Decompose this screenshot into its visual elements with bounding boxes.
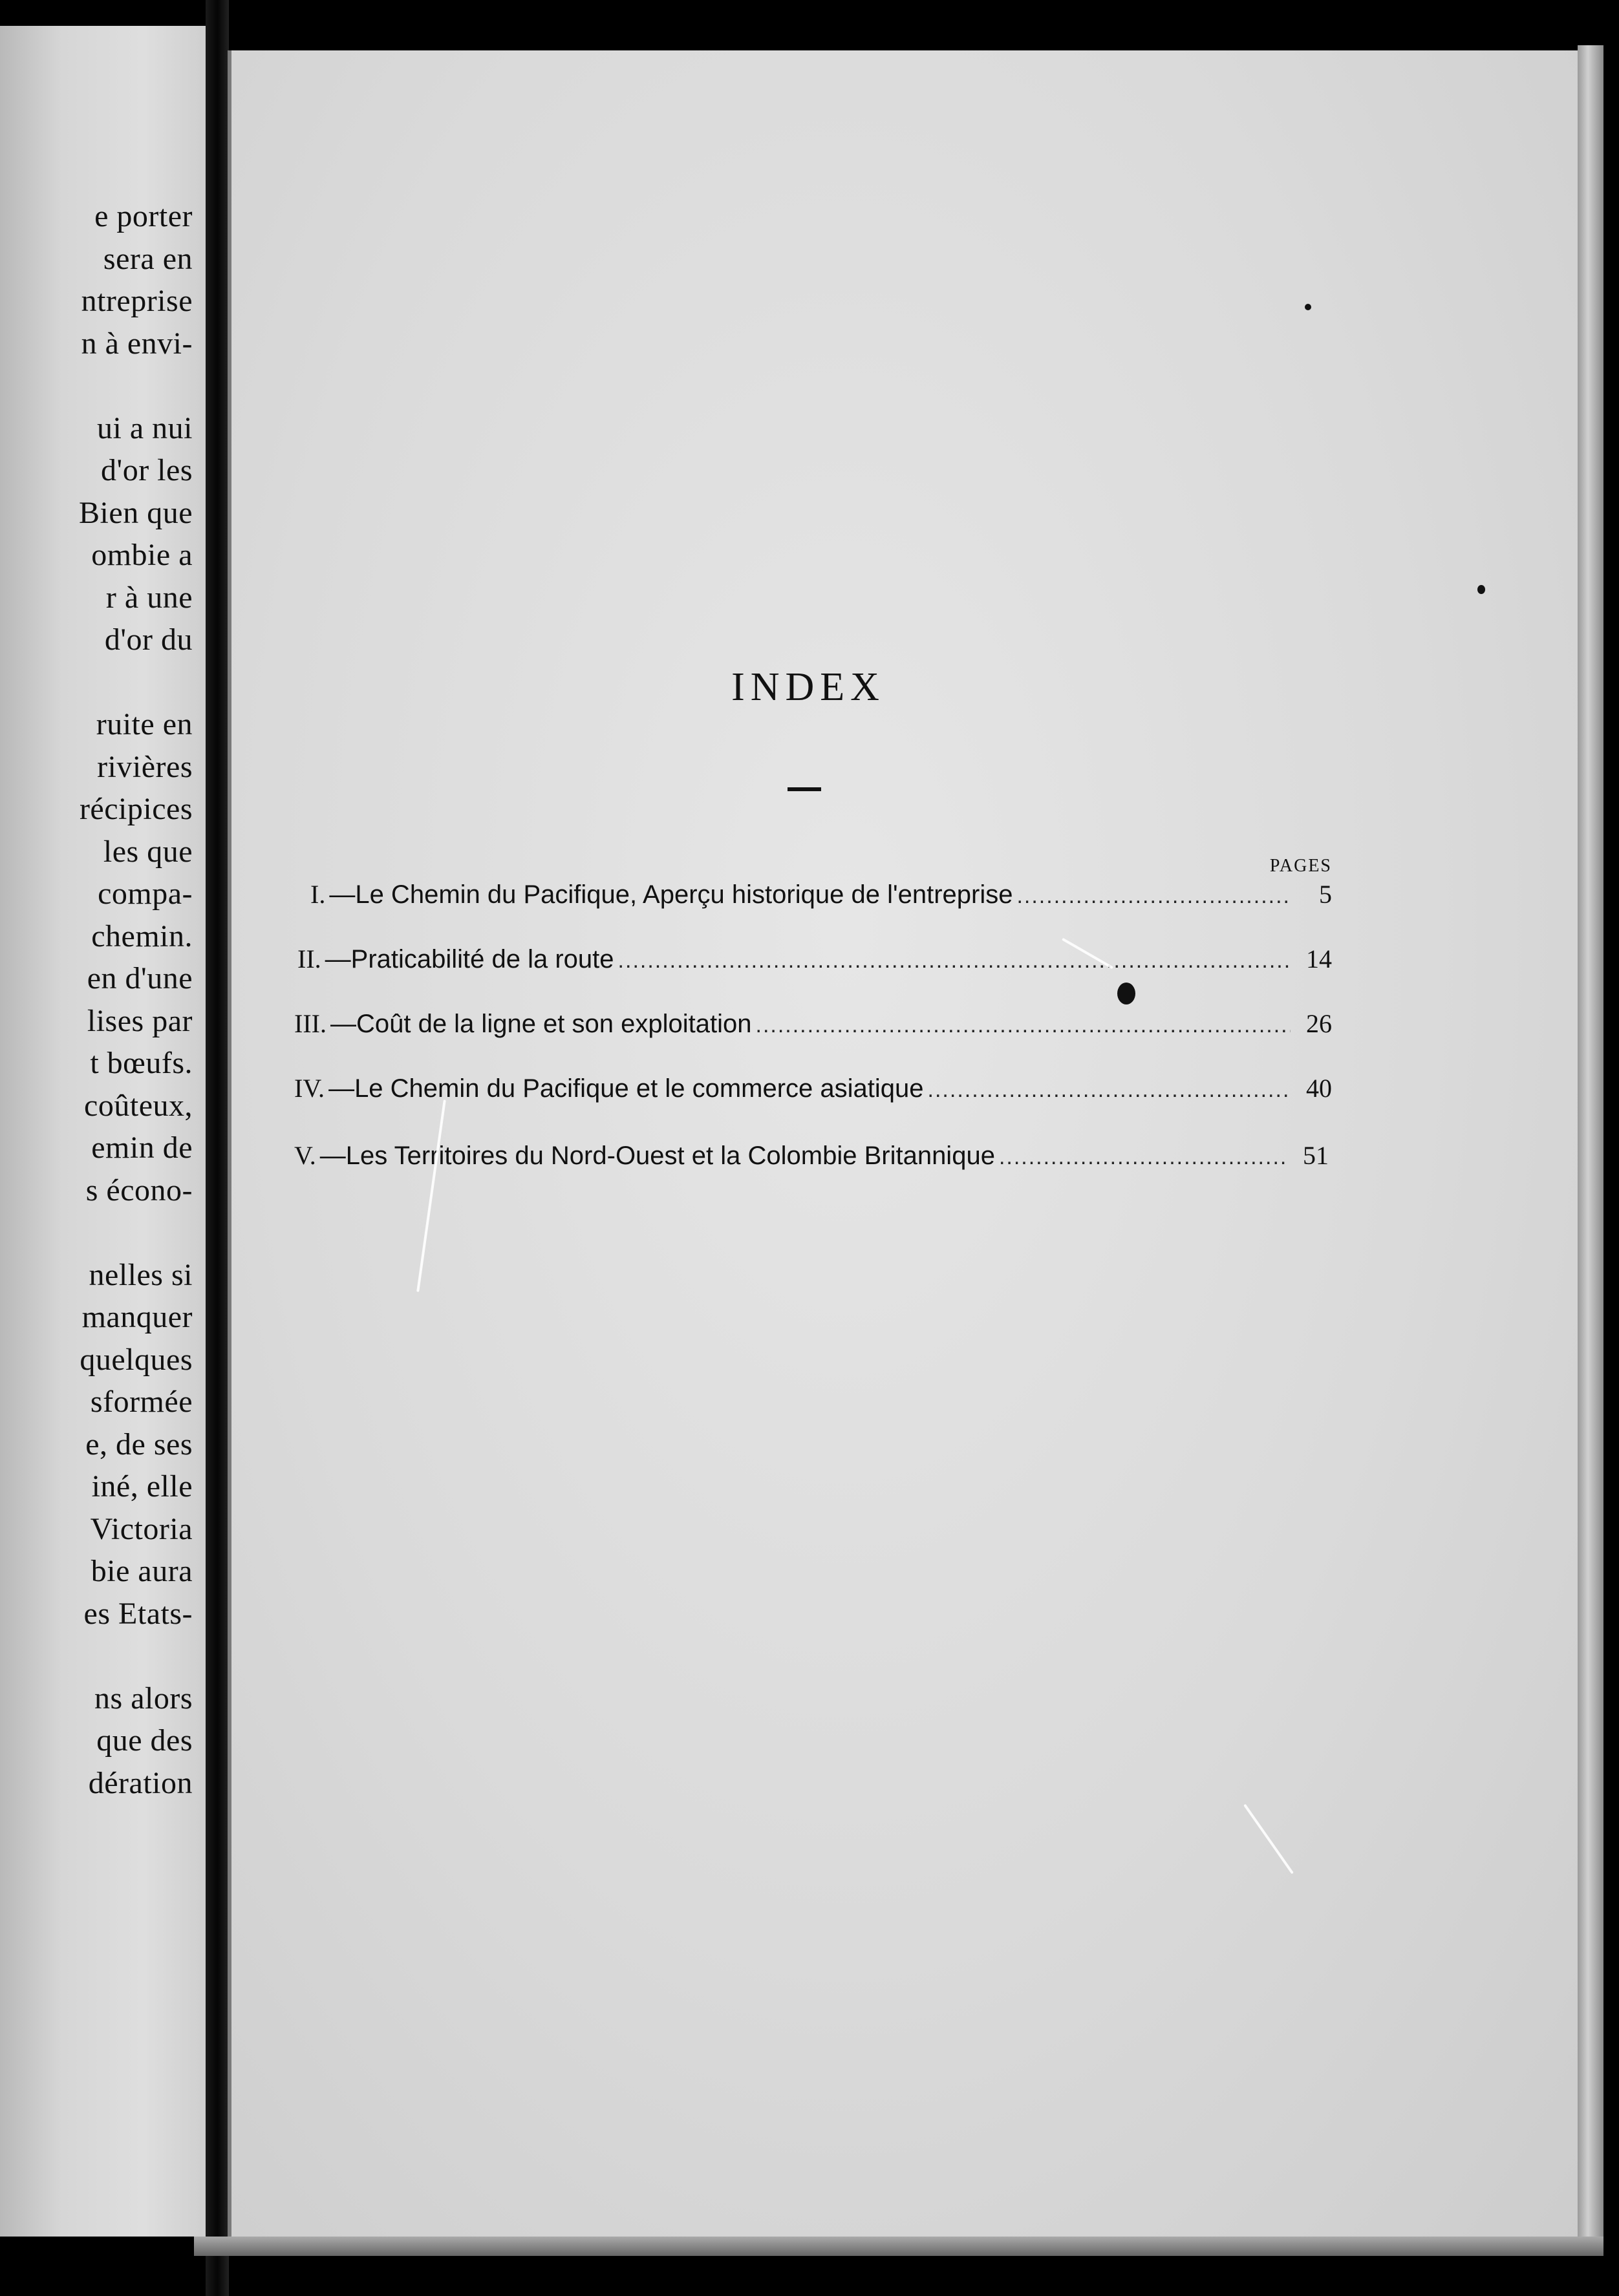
left-page-line: bie aura [91,1554,193,1588]
toc-entry-title: —Le Chemin du Pacifique et le commerce asiatique [328,1074,924,1103]
title-rule [788,787,821,791]
toc-entry-number: II. [297,944,321,973]
left-page-line: récipices [79,792,193,826]
binding-gutter [206,0,229,2296]
left-page-line: d'or les [101,453,193,487]
left-page-line: nelles si [89,1257,193,1292]
dust-speck [1477,585,1485,594]
left-page-line: emin de [91,1131,193,1165]
left-page-line: compa- [98,877,193,911]
page-title: INDEX [731,665,885,709]
left-page-line: rivières [97,749,193,784]
left-page-line: t bœufs. [90,1046,193,1080]
page-bottom-edge [194,2237,1603,2256]
toc-entry-number: III. [294,1009,327,1038]
left-page-line: e, de ses [85,1427,193,1462]
toc-entry-page: 51 [1303,1141,1329,1170]
left-page-line: ns alors [94,1681,193,1716]
left-page-line: chemin. [91,919,193,953]
left-page-line [79,1635,193,1677]
left-page-line: Victoria [90,1511,193,1546]
page-right-edge [1578,45,1603,2249]
toc-entry-number: V. [294,1141,316,1170]
left-page-line: les que [103,834,193,869]
left-page-line: sformée [90,1385,193,1419]
left-page-line: n à envi- [81,326,193,361]
left-page-line: en d'une [87,961,193,995]
toc-entry-page: 5 [1319,880,1332,909]
toc-entry[interactable] [294,1140,1329,1176]
left-page-line [79,661,193,704]
left-page-line: manquer [81,1300,193,1334]
toc-entry-page: 40 [1306,1074,1332,1103]
toc-entry-page: 14 [1306,944,1332,973]
toc-leader-dots [618,948,1291,973]
toc-leader-dots [928,1078,1291,1103]
toc-leader-dots [756,1013,1291,1038]
left-page-line: es Etats- [83,1596,193,1631]
left-page-line: lises par [87,1003,193,1038]
left-page-text-column [79,195,193,1804]
left-page-line [79,1211,193,1254]
left-facing-page [0,26,206,2237]
toc-entry-number: I. [310,880,326,909]
toc-entry-page: 26 [1306,1009,1332,1038]
toc-entry-number: IV. [294,1074,325,1103]
toc-entry-title: —Praticabilité de la route [325,945,614,973]
left-page-line: ruite en [96,707,193,741]
pages-column-header: PAGES [1269,856,1332,876]
toc-leader-dots [1016,884,1291,909]
dust-speck [1305,304,1311,310]
ink-blot [1117,983,1135,1004]
left-page-line: quelques [80,1342,193,1377]
left-page-line: r à une [105,580,193,615]
toc-entry[interactable] [294,1073,1332,1109]
left-page-line: dération [88,1765,193,1800]
left-page-line: ombie a [91,538,193,572]
left-page-line: s écono- [85,1173,193,1207]
toc-entry-title: —Coût de la ligne et son exploitation [330,1010,752,1038]
toc-entry[interactable] [294,1008,1332,1045]
left-page-line [79,365,193,407]
left-page-line: Bien que [79,495,193,530]
toc-entry-title: —Le Chemin du Pacifique, Aperçu historique de l'entreprise [329,880,1013,909]
toc-leader-dots [999,1145,1287,1170]
toc-entry-title: —Les Territoires du Nord-Ouest et la Colombie Britannique [319,1142,995,1170]
toc-entry[interactable] [297,944,1332,980]
left-page-line: iné, elle [91,1469,193,1504]
toc-entry[interactable] [310,879,1332,915]
left-page-line: d'or du [104,622,193,657]
left-page-line: ui a nui [97,410,193,445]
left-page-line: e porter [94,199,193,233]
left-page-line: sera en [103,241,193,276]
left-page-line: ntreprise [81,284,193,318]
left-page-line: que des [96,1723,193,1758]
left-page-line: coûteux, [84,1088,193,1123]
